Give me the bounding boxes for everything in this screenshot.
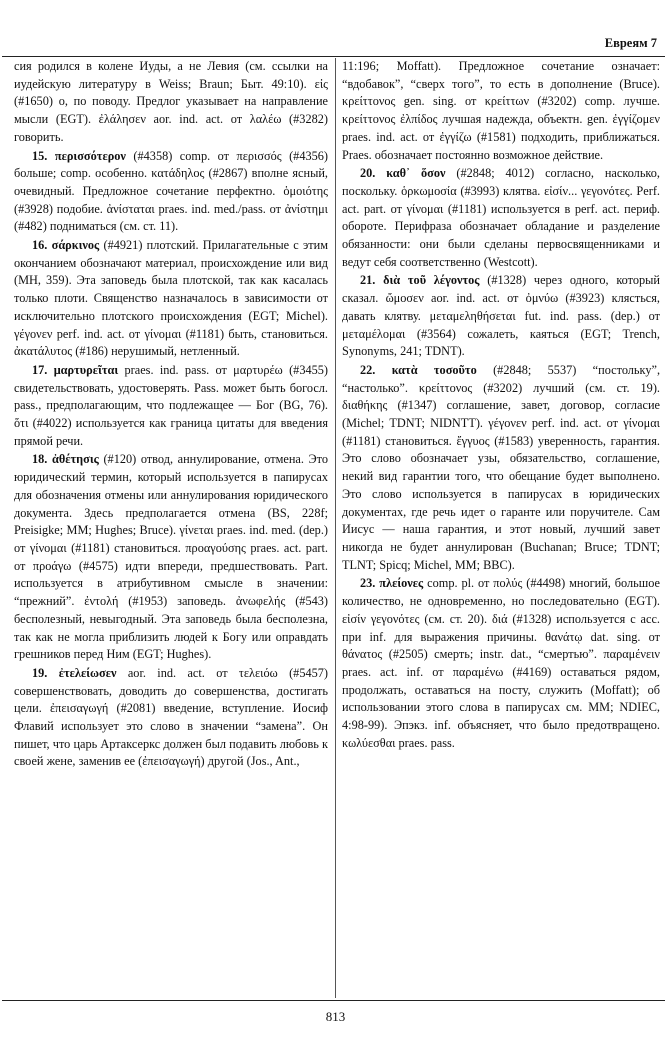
verse-number: 23. (360, 576, 376, 591)
greek-headword: σάρκινος (51, 238, 100, 253)
entry-19-continued (342, 58, 660, 164)
entry-text: (#4358) comp. от περισσός (#4356) больше; comp. особенно. κατάδηλος (#2867) вполне ясный, очевидный. Предложное сочетание перфектно. ὁμοιότης (#3928) подобие. ἀνίσταται praes. ind. med./pass. от ἀνίστημι (#482) подниматься (см. ст. 11). (14, 148, 328, 234)
verse-number: 20. (360, 166, 376, 181)
entry-text: сия родился в колене Иуды, а не Левия (см. ссылки на иудейскую литературу в Weiss; Braun; Быт. 49:10). εἰς (#1650) о, по поводу. Предлог указывает на направление мысли (EGT). ἐλάλησεν aor. ind. act. от λαλέω (#3282) говорить. (14, 59, 328, 144)
footer-rule (2, 1000, 665, 1001)
page-number: 813 (325, 1009, 346, 1024)
entry-text: aor. ind. act. от τελειόω (#5457) совершенствовать, доводить до совершенства, достигать цели. ἐπεισαγωγή (#2081) введение, вступление. Иосиф Флавий использует это слово в значении “замена”. Он пишет, что царь Артаксеркс должен был подавить любовь к своей жене, заменив ее (ἐπεισαγωγή) другой (Jos., Ant., (14, 665, 328, 769)
entry-21 (342, 272, 660, 361)
greek-headword: διὰ τοῦ λέγοντος (383, 273, 480, 288)
greek-headword: ἐτελείωσεν (58, 665, 117, 680)
left-column (14, 58, 328, 998)
entry-text: (#4921) плотский. Прилагательные с этим окончанием обозначают материал, происхождение или вид (MH, 359). Эта заповедь была плотской, так как касалась только плоти. Священство назначалось в зависимости от исключительно плотского происхождения (EGT; Michel). γέγονεν perf. ind. act. от γίνομαι (#1181) быть, становиться. ἀκατάλυτος (#186) нерушимый, нетленный. (14, 238, 328, 359)
greek-headword: ἀθέτησις (51, 452, 99, 467)
entry-20 (342, 165, 660, 271)
verse-number: 21. (360, 273, 376, 288)
greek-headword: περισσότερον (54, 148, 126, 163)
running-header: Евреям 7 (604, 36, 657, 50)
greek-headword: πλείονες (379, 576, 424, 591)
entry-23 (342, 575, 660, 752)
entry-15 (14, 148, 328, 237)
greek-headword: καθ᾽ ὅσον (386, 166, 446, 181)
verse-number: 15. (32, 148, 48, 163)
greek-headword: κατὰ τοσοῦτο (391, 362, 477, 377)
header-rule (2, 56, 665, 57)
entry-17 (14, 362, 328, 451)
verse-number: 17. (32, 362, 48, 377)
entry-14-continued (14, 58, 328, 147)
entry-text: praes. ind. pass. от μαρτυρέω (#3455) свидетельствовать, удостоверять. Pass. может быть богосл. pass., предполагающим, что подлежащее — Бог (BG, 76). ὅτι (#4022) используется как граница цитаты для введения прямой речи. (14, 362, 328, 448)
entry-text: comp. pl. от πολύς (#4498) многий, большое количество, не одновременно, но последовательно (EGT). εἰσίν γεγονότες (см. ст. 20). διά (#1328) используется с acc. при inf. для выражения причины. θανάτῳ dat. sing. от θάνατος (#2505) смерть; instr. dat., “смертью”. παραμένειν praes. act. inf. от παραμένω (#4169) оставаться рядом, продолжать, оставаться на посту, служить (Moffatt); об использовании этого слова в папирусах см. MM; NDIEC, 4:98-99). Эпэкз. inf. объясняет, что было предотвращено. κωλύεσθαι praes. pass. (342, 576, 660, 750)
entry-text: (#2848; 4012) согласно, насколько, поскольку. ὁρκωμοσία (#3993) клятва. εἰσίν... γεγονότες. Perf. act. part. от γίνομαι (#1181) используется в perf. act. периф. обороте. Перифраза обозначает обладание и разделение обязанности: они были сделаны первосвященниками и ведут себя соответственно (Westcott). (342, 166, 660, 269)
verse-number: 22. (360, 362, 376, 377)
verse-number: 16. (32, 238, 48, 253)
column-divider (335, 58, 336, 998)
greek-headword: μαρτυρεῖται (53, 362, 119, 377)
entry-text: (#1328) через одного, который сказал. ὤμοσεν aor. ind. act. от ὀμνύω (#3923) клясться, давать клятву. μεταμεληθήσεται fut. ind. pass. (dep.) от μεταμέλομαι (#3564) сожалеть, каяться (EGT; Trench, Synonyms, 241; TDNT). (342, 273, 660, 359)
verse-number: 18. (32, 452, 48, 467)
entry-text: 11:196; Moffatt). Предложное сочетание означает: “вдобавок”, “сверх того”, то есть в дополнение (Bruce). κρείττονος gen. sing. от κρείττων (#3202) comp. лучше. κρείττονος ἐλπίδος лучшая надежда, объектн. gen. ἐγγίζομεν praes. ind. act. от ἐγγίζω (#1581) подходить, приближаться. Praes. обозначает постоянно возможное действие. (342, 59, 660, 162)
entry-text: (#120) отвод, аннулирование, отмена. Это юридический термин, который используется в папирусах для обозначения отмены или аннулирования юридического документа. Здесь предполагается отмена (BS, 228f; Preisigke; MM; Hughes; Bruce). γίνεται praes. ind. med. (dep.) от γίνομαι (#1181) становиться. προαγούσης praes. act. part. от προάγω (#4575) идти впереди, предшествовать. Part. используется в атрибутивном смысле в значении: “прежний”. ἐντολή (#1953) заповедь. ἀνωφελής (#543) бесполезный, невыгодный. Эта заповедь была бесполезна, так как не могла приблизить людей к Богу или оправдать грешников перед Ним (EGT; Hughes). (14, 452, 328, 662)
right-column (342, 58, 660, 998)
entry-text: (#2848; 5537) “постольку”, “настолько”. κρείττονος (#3202) лучший (см. ст. 19). διαθήκης (#1347) соглашение, завет, договор, согласие (Michel; TDNT; NIDNTT). γέγονεν perf. ind. act. от γίνομαι (#1181) становиться. ἔγγυος (#1583) уверенность, гарантия. Это слово обозначает узы, обязательство, соглашение, некий вид гарантии того, что обещание будет выполнено. Это слово используется в папирусах в юридических документах, где речь идет о гаранте или поручителе. Сам Иисус — наша гарантия, и этот новый, лучший завет никогда не будет аннулирован (Buchanan; Bruce; TDNT; TLNT; Spicq; Michel, MM; BBC). (342, 362, 660, 572)
entry-16 (14, 237, 328, 361)
verse-number: 19. (32, 665, 48, 680)
entry-18 (14, 451, 328, 663)
entry-19 (14, 665, 328, 771)
entry-22 (342, 362, 660, 574)
